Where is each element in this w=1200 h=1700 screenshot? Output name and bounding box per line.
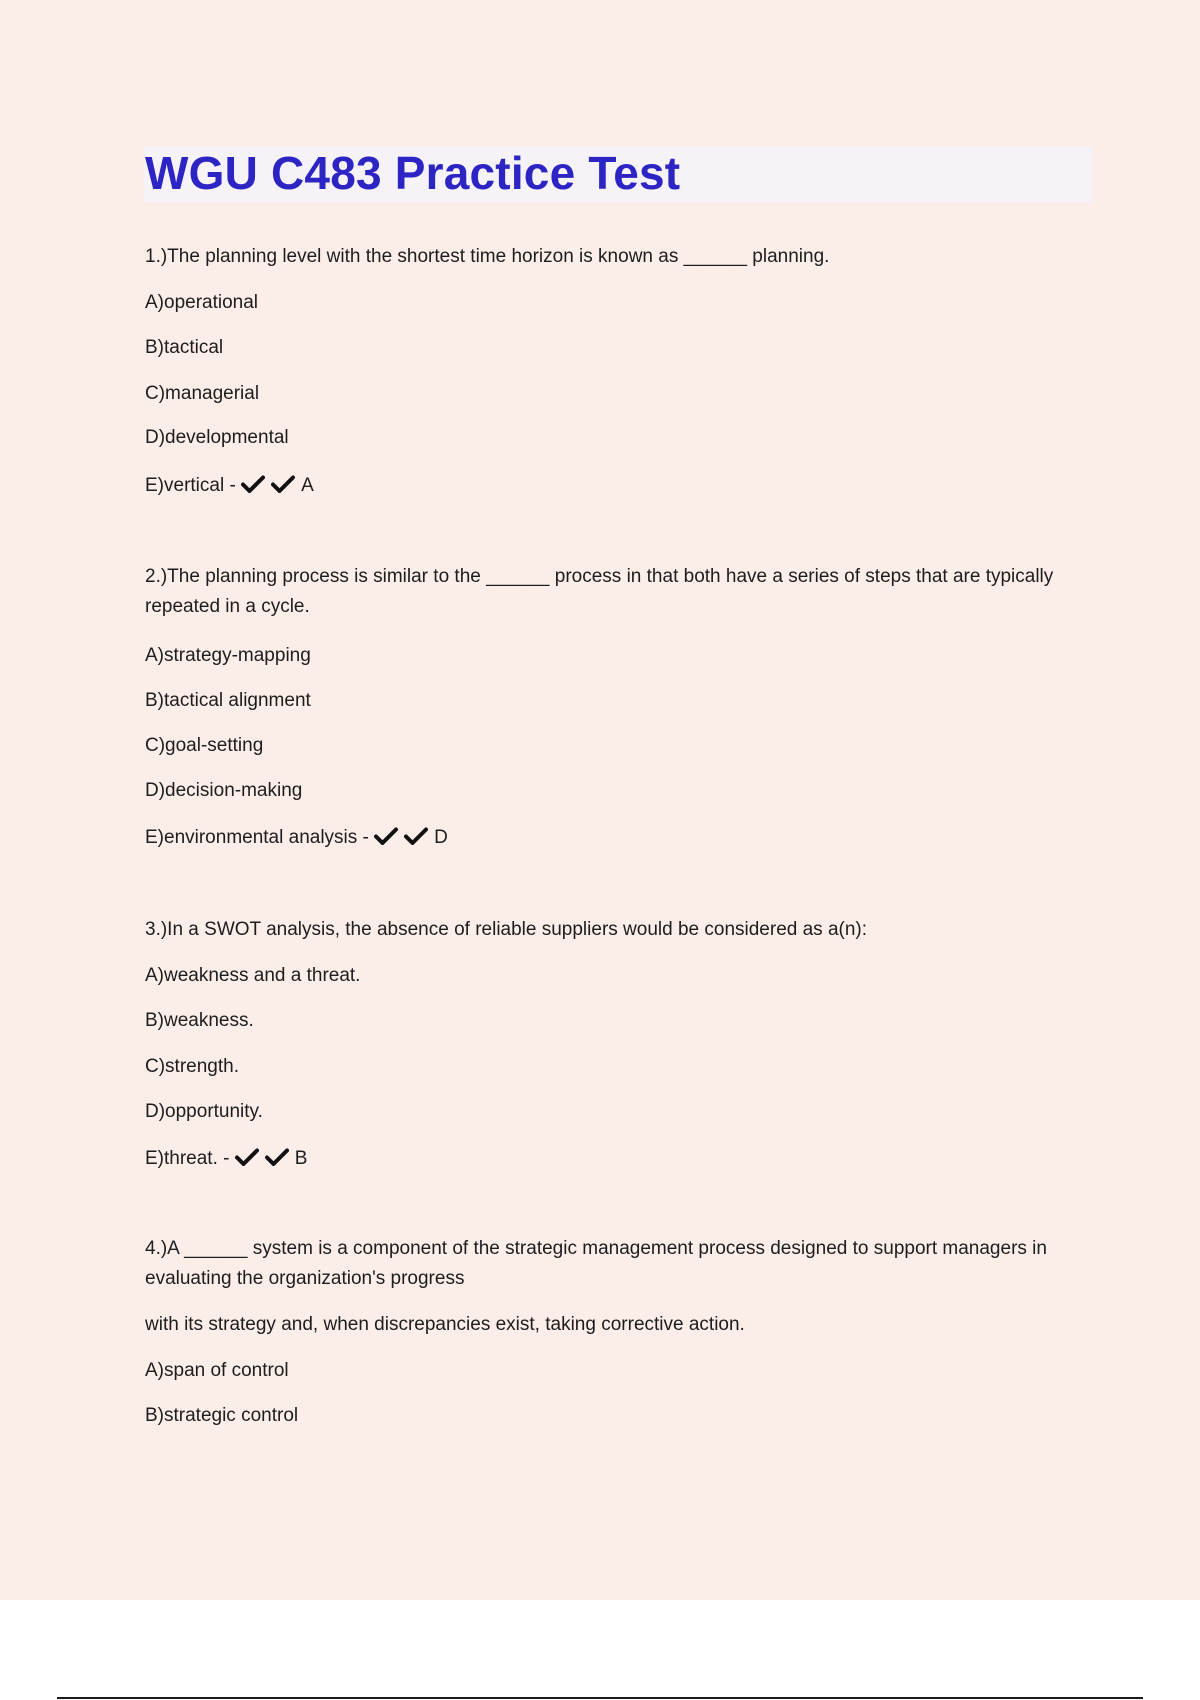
question-stem: 3.)In a SWOT analysis, the absence of reliable suppliers would be considered as a(n): [145,919,868,940]
option-e-with-answer [145,1146,307,1172]
answer-letter: B [294,1148,308,1169]
check-icon [265,1148,289,1166]
question-stem: 2.)The planning process is similar to the ______ process in that both have a series of steps that are typically repeated in a cycle. [145,566,1054,617]
option-c: C)strength. [145,1056,239,1077]
option-b: B)tactical [145,337,224,358]
option-d: D)developmental [145,427,289,448]
option-e-with-answer [145,473,314,499]
option-b: B)strategic control [145,1405,299,1426]
option-b: B)tactical alignment [145,690,311,711]
option-d: D)decision-making [145,780,303,801]
document-title: WGU C483 Practice Test [145,147,681,199]
option-e-with-answer [145,825,448,851]
option-a: A)span of control [145,1360,289,1381]
check-icon [235,1148,259,1166]
question-stem: 4.)A ______ system is a component of the strategic management process designed to support managers in evaluating the organization's progress [145,1238,1047,1289]
option-e: E)environmental analysis - [145,827,369,848]
footer-rule [57,1697,1143,1699]
option-b: B)weakness. [145,1010,254,1031]
option-d: D)opportunity. [145,1101,263,1122]
answer-letter: D [434,827,448,848]
option-c: C)goal-setting [145,735,264,756]
check-icon [374,827,398,845]
check-icon [271,475,295,493]
question-stem-continued: with its strategy and, when discrepancies exist, taking corrective action. [145,1314,745,1335]
option-a: A)weakness and a threat. [145,965,361,986]
answer-letter: A [301,475,314,496]
option-a: A)operational [145,292,259,313]
option-a: A)strategy-mapping [145,645,311,666]
question-stem: 1.)The planning level with the shortest time horizon is known as ______ planning. [145,246,830,267]
option-c: C)managerial [145,383,260,404]
check-icon [404,827,428,845]
check-icon [241,475,265,493]
option-e: E)vertical - [145,475,236,496]
option-e: E)threat. - [145,1148,230,1169]
